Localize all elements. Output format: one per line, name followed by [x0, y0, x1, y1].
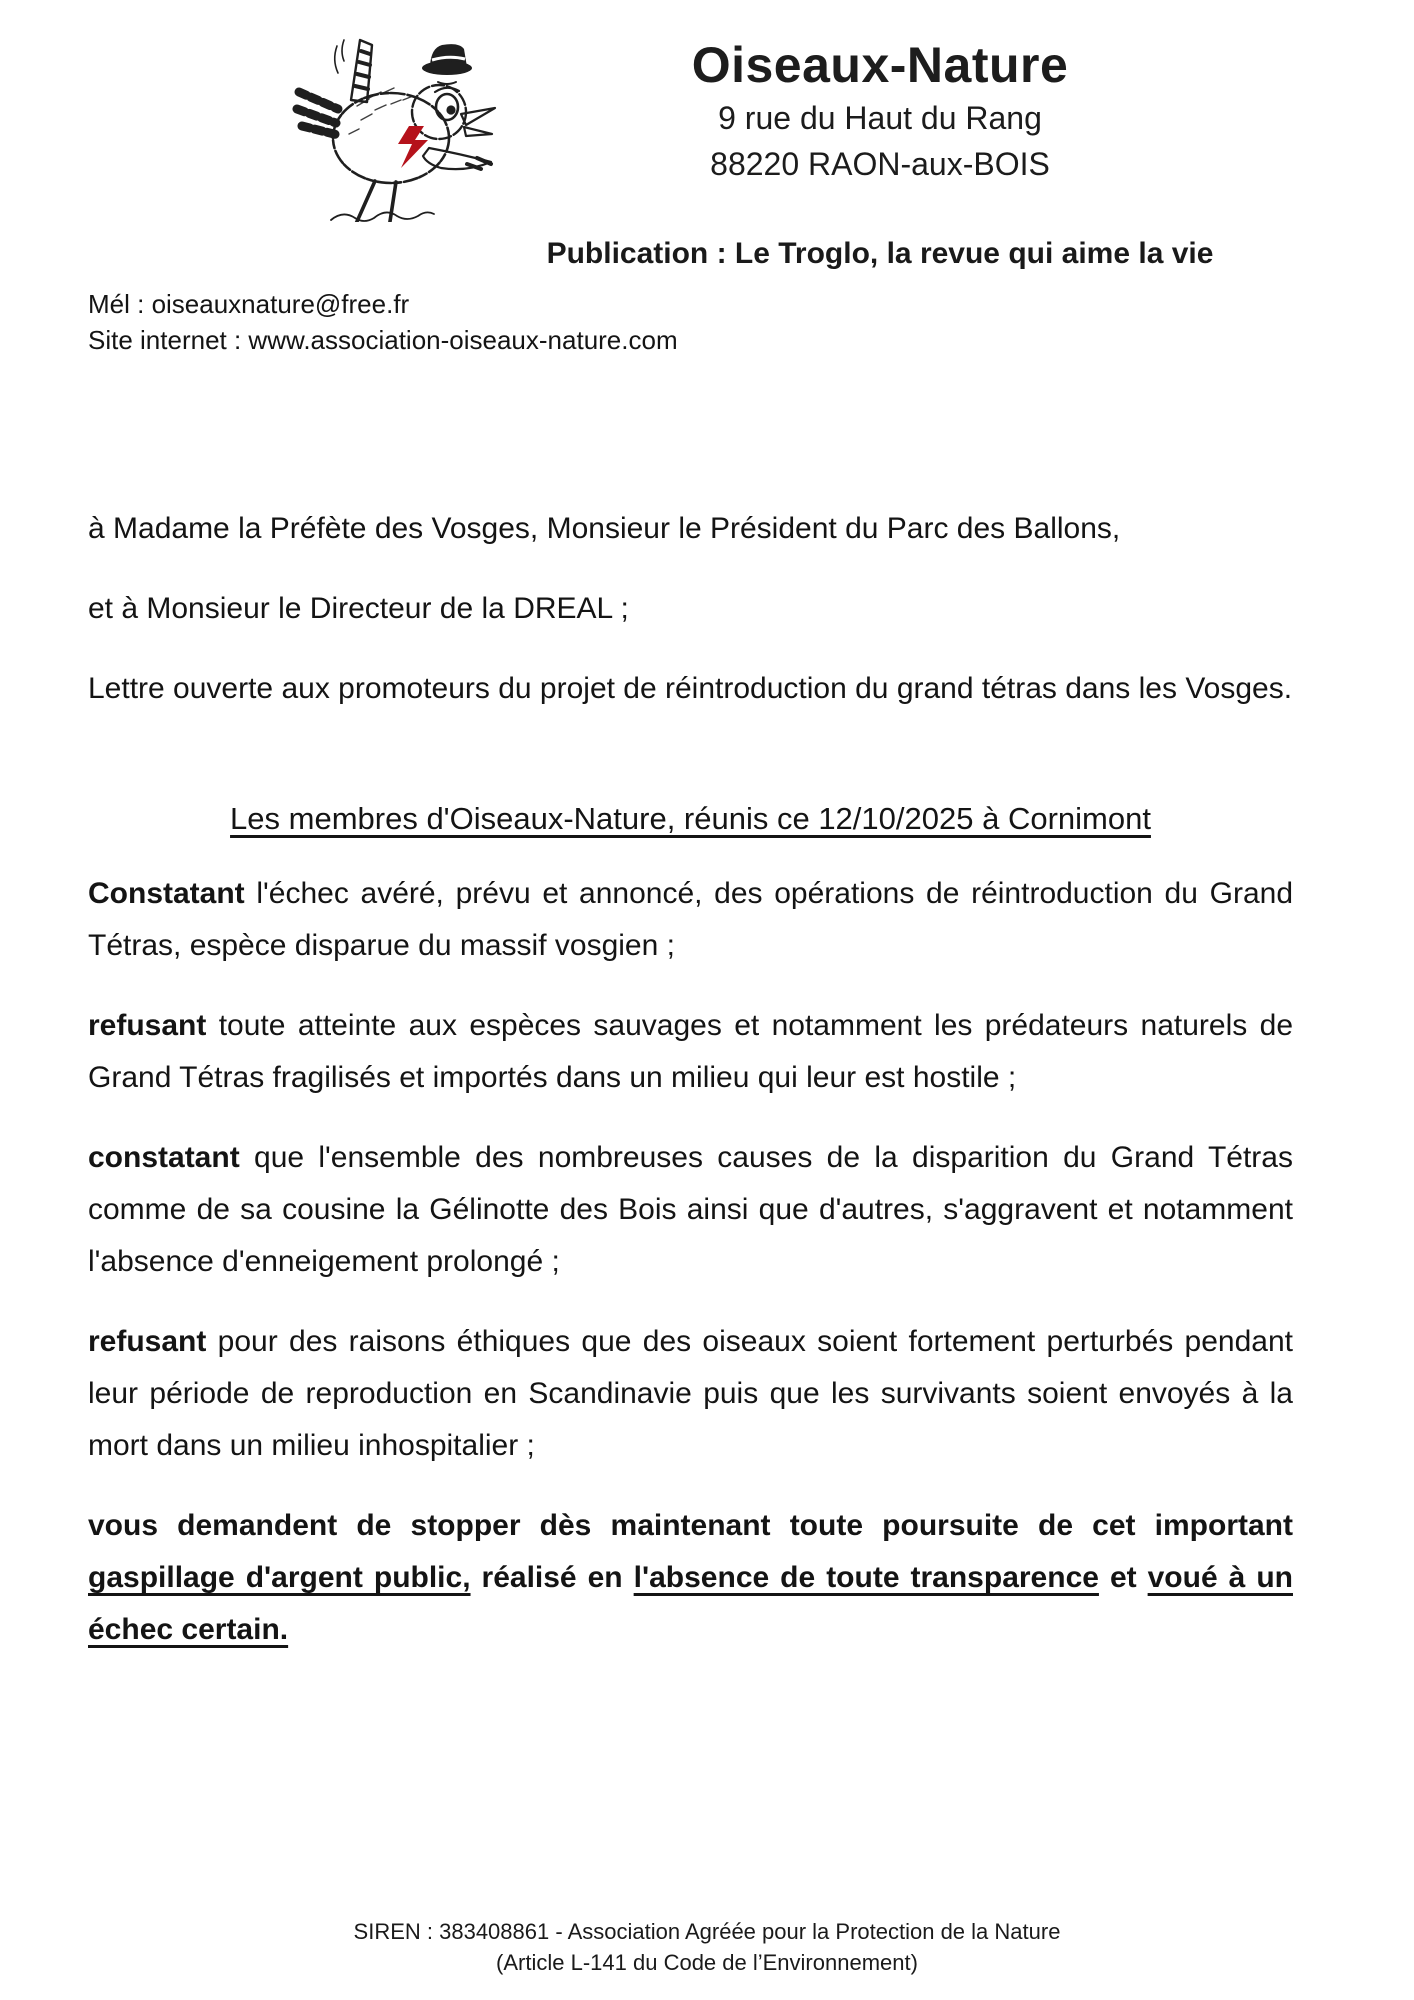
website-line: Site internet : www.association-oiseaux-nature.com [88, 325, 678, 355]
lightning-bolt-icon [398, 126, 428, 168]
paragraph-lead: refusant [88, 1325, 207, 1358]
publication-line: Publication : Le Troglo, la revue qui aime la vie [546, 237, 1214, 270]
recipients-line-1: à Madame la Préfète des Vosges, Monsieur le Président du Parc des Ballons, [88, 512, 1121, 545]
email-line: Mél : oiseauxnature@free.fr [88, 289, 410, 319]
paragraph-lead: constatant [88, 1141, 240, 1174]
subject-paragraph: Lettre ouverte aux promoteurs du projet de réintroduction du grand tétras dans les Vosges. [88, 672, 1293, 705]
meeting-heading [88, 793, 1293, 845]
paragraph-text: toute atteinte aux espèces sauvages et notamment les prédateurs naturels de Grand Tétras fragilisés et importés dans un milieu qui leur est hostile ; [88, 1009, 1293, 1094]
paragraph-constatant-2 [88, 1132, 1293, 1288]
demand-underlined-1: gaspillage d'argent public, [88, 1561, 471, 1594]
meeting-heading-text: Les membres d'Oiseaux-Nature, réunis ce 12/10/2025 à Cornimont [230, 801, 1151, 836]
paragraph-constatant-1 [88, 868, 1293, 972]
demand-underlined-3: voué à un échec certain. [88, 1561, 1293, 1646]
letterhead [460, 36, 1300, 186]
contact-block [88, 286, 678, 358]
demand-underlined-2: l'absence de toute transparence [633, 1561, 1099, 1594]
footer-siren-line: SIREN : 383408861 - Association Agréée pour la Protection de la Nature [353, 1919, 1061, 1944]
recipients-line-2: et à Monsieur le Directeur de la DREAL ; [88, 592, 629, 625]
paragraph-text: que l'ensemble des nombreuses causes de la disparition du Grand Tétras comme de sa cousine la Gélinotte des Bois ainsi que d'autres, s'aggravent et notamment l'absence d'enneigement prolongé ; [88, 1141, 1293, 1278]
paragraph-lead: Constatant [88, 877, 245, 910]
paragraph-refusant-2 [88, 1316, 1293, 1472]
demand-text: et [1098, 1561, 1148, 1594]
address-street: 9 rue du Haut du Rang [718, 100, 1042, 136]
paragraph-text: l'échec avéré, prévu et annoncé, des opérations de réintroduction du Grand Tétras, espèce disparue du massif vosgien ; [88, 877, 1293, 962]
paragraph-lead: refusant [88, 1009, 207, 1042]
address-city: 88220 RAON-aux-BOIS [710, 146, 1050, 182]
paragraph-refusant-1 [88, 1000, 1293, 1104]
letter-body [88, 503, 1293, 1684]
org-name: Oiseaux-Nature [691, 37, 1069, 93]
demand-text: vous demandent de stopper dès maintenant toute poursuite de cet important [88, 1509, 1293, 1542]
footer-article-line: (Article L-141 du Code de l’Environnement) [496, 1950, 918, 1975]
page-footer [0, 1916, 1414, 1978]
demand-text: réalisé en [470, 1561, 634, 1594]
paragraph-demand [88, 1500, 1293, 1656]
paragraph-text: pour des raisons éthiques que des oiseaux soient fortement perturbés pendant leur période de reproduction en Scandinavie puis que les survivants soient envoyés à la mort dans un milieu inhospitalier ; [88, 1325, 1293, 1462]
